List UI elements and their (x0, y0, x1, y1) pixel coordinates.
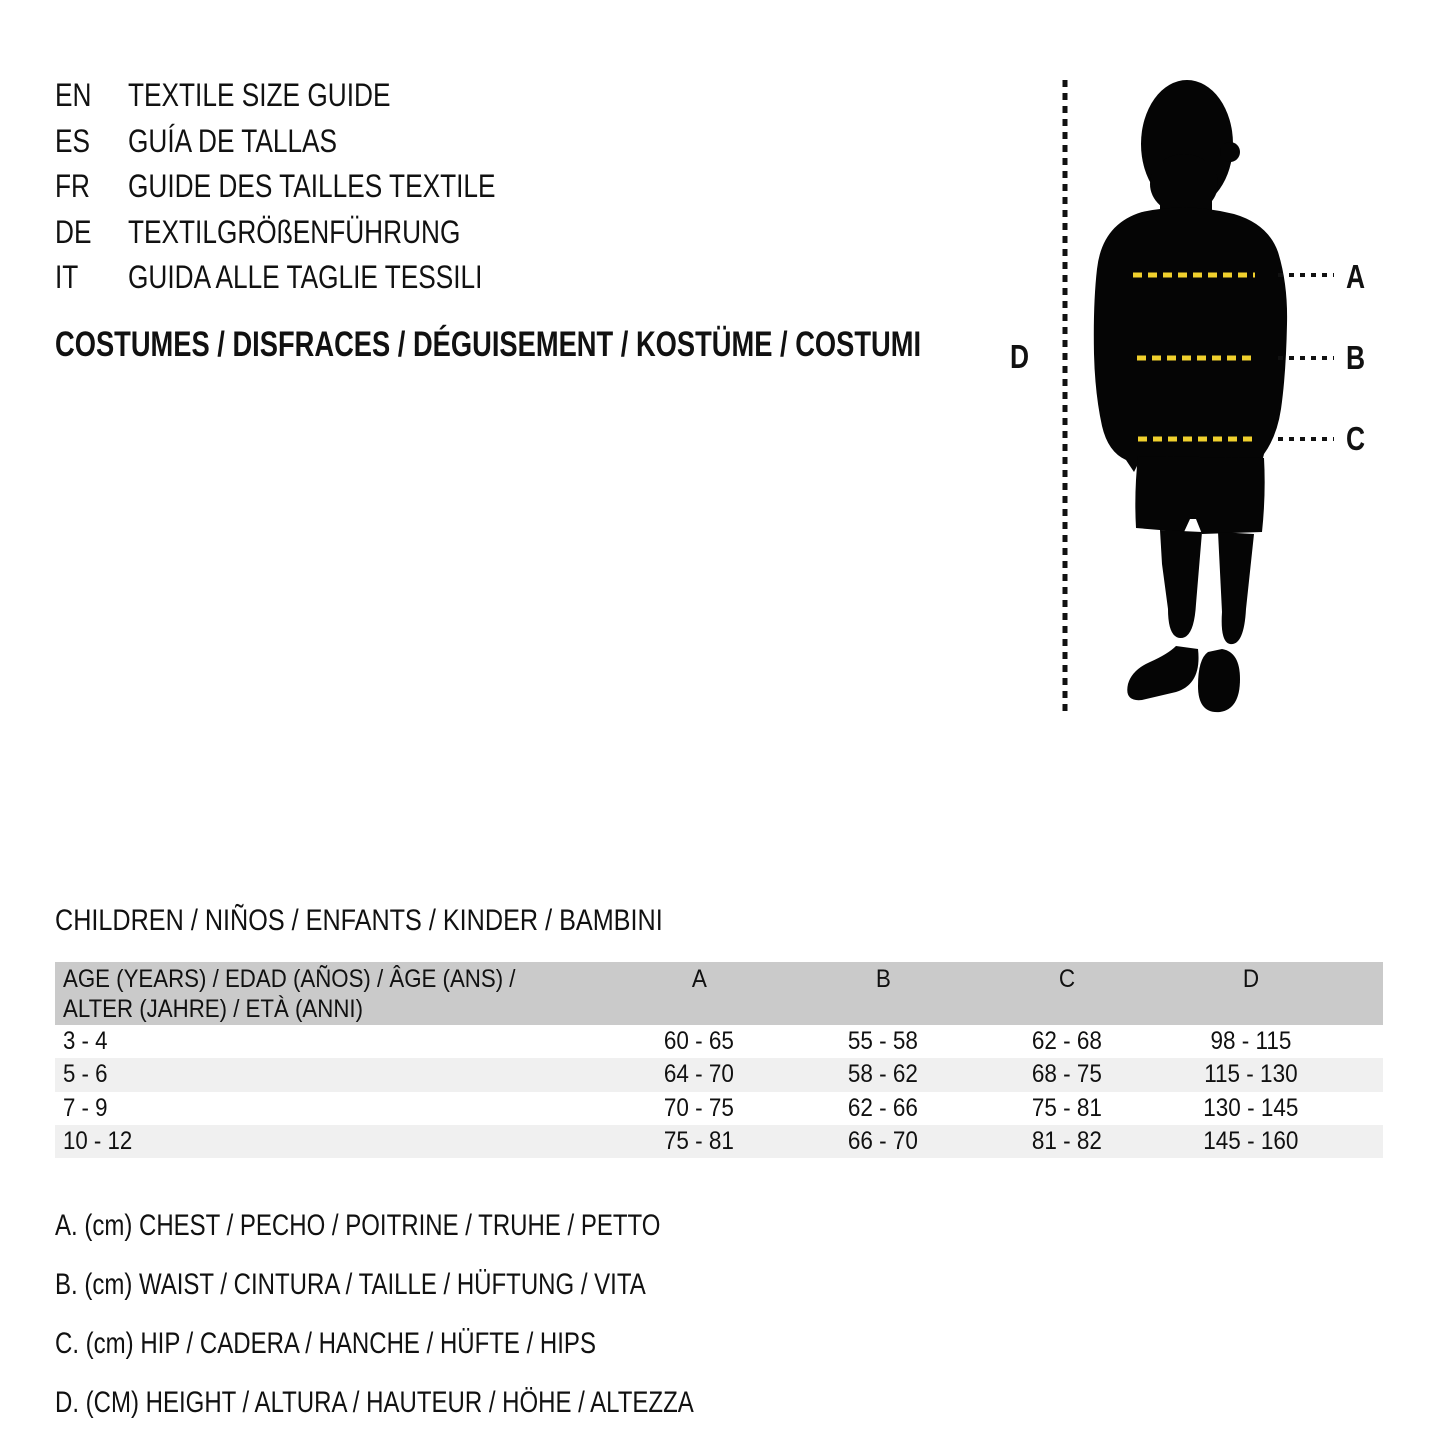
measure-label-b (1346, 341, 1370, 375)
hip-cell: 75 - 81 (1031, 1093, 1103, 1122)
children-section-title-text: CHILDREN / NIÑOS / ENFANTS / KINDER / BAMBINI (55, 904, 663, 937)
children-section-title (55, 903, 778, 939)
waist-cell: 66 - 70 (847, 1126, 919, 1155)
guide-title-es: GUÍA DE TALLAS (128, 122, 338, 159)
language-row-de (55, 210, 576, 256)
chest-cell: 60 - 65 (663, 1027, 735, 1056)
age-header-line1: AGE (YEARS) / EDAD (AÑOS) / ÂGE (ANS) / (63, 965, 516, 993)
table-row (55, 1092, 1383, 1125)
silhouette-shape (1094, 80, 1287, 712)
measure-label-c (1346, 422, 1370, 456)
category-title (55, 323, 1165, 367)
age-cell: 7 - 9 (63, 1093, 108, 1122)
hip-cell: 62 - 68 (1031, 1027, 1103, 1056)
legend-height: D. (CM) HEIGHT / ALTURA / HAUTEUR / HÖHE / ALTEZZA (55, 1385, 694, 1419)
age-cell: 3 - 4 (63, 1027, 108, 1056)
guide-title-fr: GUIDE DES TAILLES TEXTILE (128, 168, 496, 205)
language-row-en (55, 73, 576, 119)
age-cell: 5 - 6 (63, 1060, 108, 1089)
column-header-b: B (875, 965, 891, 993)
table-row (55, 1058, 1383, 1091)
language-row-es (55, 119, 576, 165)
measure-label-b-text: B (1346, 339, 1366, 376)
measure-label-a-text: A (1346, 258, 1366, 295)
measure-label-d-text: D (1010, 338, 1030, 375)
category-title-text: COSTUMES / DISFRACES / DÉGUISEMENT / KOSTÜME / COSTUMI (55, 325, 922, 364)
height-cell: 145 - 160 (1203, 1126, 1299, 1155)
waist-cell: 55 - 58 (847, 1027, 919, 1056)
height-cell: 115 - 130 (1204, 1060, 1298, 1089)
age-column-header (55, 962, 607, 1025)
table-header-row (55, 962, 1383, 1025)
language-code: FR (55, 168, 90, 205)
waist-cell: 62 - 66 (847, 1093, 919, 1122)
age-header-line2: ALTER (JAHRE) / ETÀ (ANNI) (63, 994, 363, 1023)
measurement-legend (55, 1196, 853, 1432)
chest-cell: 70 - 75 (663, 1093, 735, 1122)
language-row-it (55, 255, 576, 301)
language-title-list (55, 73, 576, 301)
column-header-a: A (691, 965, 707, 993)
age-cell: 10 - 12 (63, 1126, 133, 1155)
waist-cell: 58 - 62 (847, 1060, 919, 1089)
chest-cell: 64 - 70 (663, 1060, 735, 1089)
height-cell: 130 - 145 (1203, 1093, 1299, 1122)
hip-cell: 81 - 82 (1031, 1126, 1103, 1155)
guide-title-en: TEXTILE SIZE GUIDE (128, 77, 391, 114)
language-row-fr (55, 164, 576, 210)
language-code: DE (55, 213, 92, 250)
column-header-c: C (1058, 965, 1076, 993)
legend-hip: C. (cm) HIP / CADERA / HANCHE / HÜFTE / HIPS (55, 1326, 596, 1360)
table-row (55, 1125, 1383, 1158)
measure-label-c-text: C (1346, 420, 1366, 457)
hip-cell: 68 - 75 (1031, 1060, 1103, 1089)
language-code: EN (55, 77, 92, 114)
column-header-d: D (1242, 965, 1260, 993)
language-code: ES (55, 122, 91, 159)
chest-cell: 75 - 81 (663, 1126, 735, 1155)
child-silhouette-figure (1050, 64, 1350, 720)
language-code: IT (55, 259, 79, 296)
height-cell: 98 - 115 (1210, 1027, 1292, 1056)
measure-label-a (1346, 260, 1370, 294)
guide-title-de: TEXTILGRÖßENFÜHRUNG (128, 213, 461, 250)
guide-title-it: GUIDA ALLE TAGLIE TESSILI (128, 259, 483, 296)
children-size-table (55, 962, 1383, 1158)
table-row (55, 1025, 1383, 1058)
legend-chest: A. (cm) CHEST / PECHO / POITRINE / TRUHE / PETTO (55, 1208, 661, 1242)
legend-waist: B. (cm) WAIST / CINTURA / TAILLE / HÜFTUNG / VITA (55, 1267, 646, 1301)
measure-label-d (1010, 340, 1034, 374)
